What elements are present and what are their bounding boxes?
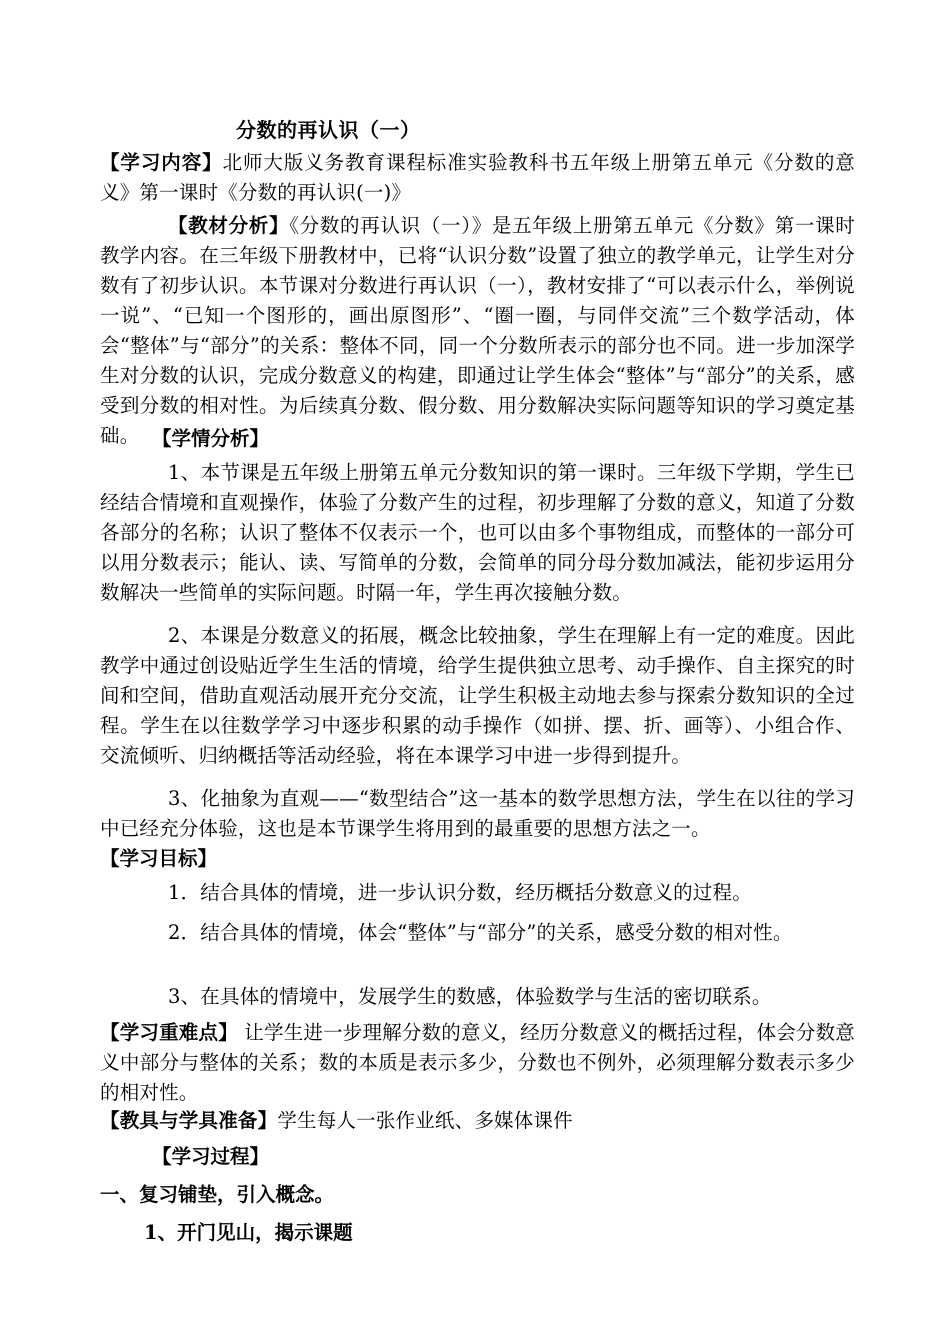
key-points-paragraph [100,1018,855,1108]
learning-goals-heading: 【学习目标】 [100,847,218,870]
learning-content-paragraph [100,148,855,210]
key-points-label: 【学习重难点】 [100,1021,238,1044]
textbook-analysis-label: 【教材分析】 [168,214,290,237]
student-analysis-p3: 3、化抽象为直观——“数型结合”这一基本的数学思想方法，学生在以往的学习中已经充分体验，这也是本节课学生将用到的最重要的思想方法之一。 [100,787,855,840]
process-subsection-1: 1、开门见山，揭示课题 [144,1221,353,1244]
materials-paragraph [100,1106,855,1136]
learning-content-label: 【学习内容】 [100,151,223,174]
student-analysis-p1: 1、本节课是五年级上册第五单元分数知识的第一课时。三年级下学期，学生已经结合情境和直观操作，体验了分数产生的过程，初步理解了分数的意义，知道了分数各部分的名称；认识了整体不仅表示一个，也可以由多个事物组成，而整体的一部分可以用分数表示；能认、读、写简单的分数，会简单的同分母分数加减法，能初步运用分数解决一些简单的实际问题。时隔一年，学生再次接触分数。 [100,461,855,604]
process-section-1: 一、复习铺垫，引入概念。 [100,1183,335,1206]
document-title: 分数的再认识（一） [236,118,421,142]
key-points-text: 让学生进一步理解分数的意义，经历分数意义的概括过程，体会分数意义中部分与整体的关系；数的本质是表示多少，分数也不例外，必须理解分数表示多少的相对性。 [100,1021,856,1104]
learning-goal-2: 2．结合具体的情境，体会“整体”与“部分”的关系，感受分数的相对性。 [168,921,793,944]
learning-content-text: 北师大版义务教育课程标准实验教科书五年级上册第五单元《分数的意义》第一课时《分数的再认识(一)》 [100,151,856,204]
materials-text: 学生每人一张作业纸、多媒体课件 [277,1109,573,1132]
process-heading: 【学习过程】 [152,1145,270,1168]
textbook-analysis-text: 《分数的再认识（一）》是五年级上册第五单元《分数》第一课时教学内容。在三年级下册教材中，已将“认识分数”设置了独立的教学单元，让学生对分数有了初步认识。本节课对分数进行再认识（一），教材安排了“可以表示什么，举例说一说”、“已知一个图形的，画出原图形”、“圈一圈，与同伴交流”三个数学活动，体会“整体”与“部分”的关系：整体不同，同一个分数所表示的部分也不同。进一步加深学生对分数的认识，完成分数意义的构建，即通过让学生体会“整体”与“部分”的关系，感受到分数的相对性。为后续真分数、假分数、用分数解决实际问题等知识的学习奠定基础。 [100,214,855,447]
learning-goal-1: 1．结合具体的情境，进一步认识分数，经历概括分数意义的过程。 [168,881,752,904]
materials-label: 【教具与学具准备】 [100,1109,278,1132]
student-analysis-p2: 2、本课是分数意义的拓展，概念比较抽象，学生在理解上有一定的难度。因此教学中通过创设贴近学生生活的情境，给学生提供独立思考、动手操作、自主探究的时间和空间，借助直观活动展开充分交流，让学生积极主动地去参与探索分数知识的全过程。学生在以往数学学习中逐步积累的动手操作（如拼、摆、折、画等）、小组合作、交流倾听、归纳概括等活动经验，将在本课学习中进一步得到提升。 [100,624,855,767]
learning-goal-3: 3、在具体的情境中，发展学生的数感，体验数学与生活的密切联系。 [168,985,772,1008]
textbook-analysis-paragraph [100,211,855,451]
student-analysis-heading: 【学情分析】 [152,427,270,450]
